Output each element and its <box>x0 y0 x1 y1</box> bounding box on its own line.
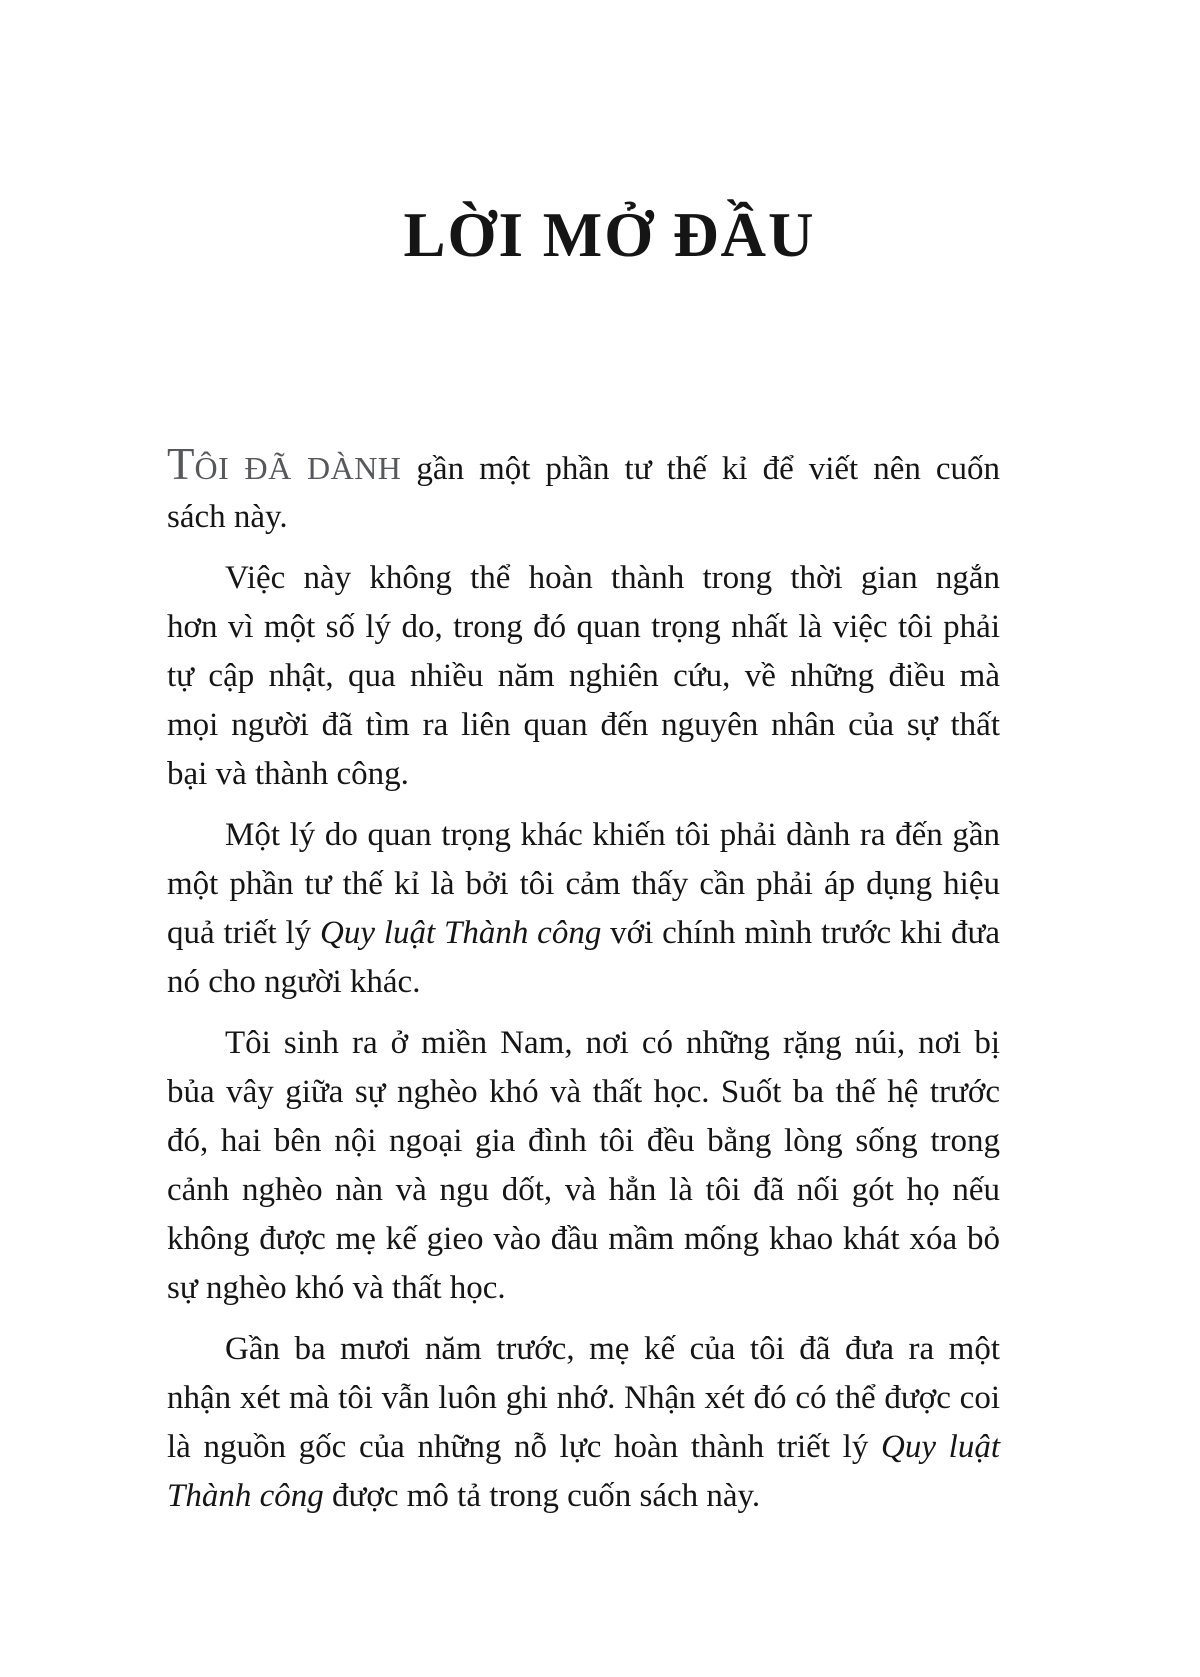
body-text-segment: tự cập nhật, qua nhiều năm nghiên cứu, về những điều mà <box>167 658 1000 694</box>
body-text-segment: một phần tư thế kỉ là bởi tôi cảm thấy cần phải áp dụng hiệu <box>167 866 1000 902</box>
body-text-segment: gần một phần tư thế kỉ để viết nên cuốn <box>401 451 1001 487</box>
text-line <box>167 493 1000 542</box>
text-line <box>167 554 1000 603</box>
body-text-segment: là nguồn gốc của những nỗ lực hoàn thành triết lý <box>167 1429 881 1465</box>
body-text-segment: Một lý do quan trọng khác khiến tôi phải dành ra đến gần <box>225 817 1000 853</box>
text-line <box>167 1166 1000 1215</box>
body-text-segment: được mô tả trong cuốn sách này. <box>323 1478 761 1514</box>
paragraph <box>167 554 1000 799</box>
italic-text: Quy luật <box>881 1429 1000 1465</box>
text-line <box>167 652 1000 701</box>
body-text-segment: không được mẹ kế gieo vào đầu mầm mống khao khát xóa bỏ <box>167 1221 1000 1257</box>
body-text <box>167 439 1001 1521</box>
page-title: LỜI MỞ ĐẦU <box>403 200 816 270</box>
body-text-segment: bủa vây giữa sự nghèo khó và thất học. Suốt ba thế hệ trước <box>167 1074 1000 1110</box>
text-line <box>167 1264 1000 1313</box>
text-line <box>167 750 1000 799</box>
lead-in-text: T <box>167 439 195 489</box>
text-line <box>167 1068 1000 1117</box>
body-text-segment: đó, hai bên nội ngoại gia đình tôi đều bằng lòng sống trong <box>167 1123 1000 1159</box>
body-text-segment: với chính mình trước khi đưa <box>601 915 1000 951</box>
italic-text: Quy luật Thành công <box>319 915 602 951</box>
body-text-segment: mọi người đã tìm ra liên quan đến nguyên nhân của sự thất <box>167 707 1000 743</box>
body-text-segment: hơn vì một số lý do, trong đó quan trọng nhất là việc tôi phải <box>167 609 1000 645</box>
italic-text: Thành công <box>167 1478 324 1514</box>
body-text-segment: Việc này không thể hoàn thành trong thời gian ngắn <box>225 560 1000 596</box>
text-line <box>167 1374 1000 1423</box>
text-line <box>167 909 1000 958</box>
body-text-segment: Tôi sinh ra ở miền Nam, nơi có những rặng núi, nơi bị <box>225 1025 1000 1061</box>
text-line <box>167 1472 1000 1521</box>
lead-in-text: ÔI ĐÃ DÀNH <box>194 450 402 486</box>
paragraph <box>167 1019 1000 1313</box>
body-text-segment: nó cho người khác. <box>167 964 421 1000</box>
text-line <box>167 701 1000 750</box>
text-line <box>167 1215 1000 1264</box>
paragraph <box>167 439 1001 542</box>
body-text-segment: Gần ba mươi năm trước, mẹ kế của tôi đã đưa ra một <box>225 1331 1000 1367</box>
text-line <box>167 439 1001 493</box>
text-line <box>167 1325 1000 1374</box>
body-text-segment: sách này. <box>167 499 288 535</box>
paragraph <box>167 811 1000 1007</box>
text-line <box>167 1019 1000 1068</box>
body-text-segment: bại và thành công. <box>167 756 409 792</box>
text-line <box>167 860 1000 909</box>
paragraph <box>167 1325 1000 1521</box>
text-line <box>167 811 1000 860</box>
text-line <box>167 1117 1000 1166</box>
text-column <box>167 0 1000 1521</box>
body-text-segment: quả triết lý <box>167 915 320 951</box>
body-text-segment: sự nghèo khó và thất học. <box>167 1270 506 1306</box>
text-line <box>167 1423 1000 1472</box>
text-line <box>167 958 1000 1007</box>
body-text-segment: nhận xét mà tôi vẫn luôn ghi nhớ. Nhận xét đó có thể được coi <box>167 1380 1000 1416</box>
body-text-segment: cảnh nghèo nàn và ngu dốt, và hẳn là tôi đã nối gót họ nếu <box>167 1172 1000 1208</box>
text-line <box>167 603 1000 652</box>
